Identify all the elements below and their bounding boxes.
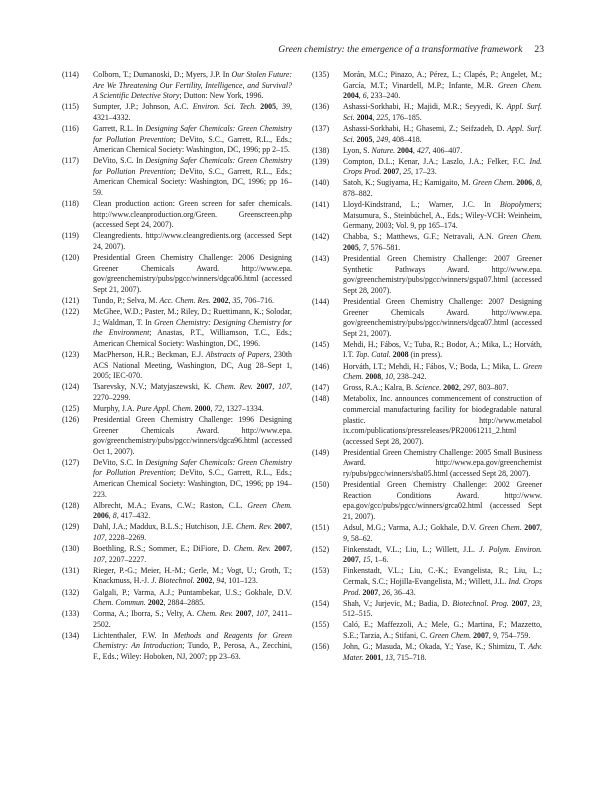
- reference-year: 2007: [511, 598, 528, 608]
- reference-entry: [312, 448, 542, 480]
- reference-entry: [312, 566, 542, 598]
- reference-italic-text: Appl. Surf. Sci.: [343, 102, 542, 122]
- reference-text: Corma, A.; Iborra, S.; Velty, A.: [93, 609, 197, 619]
- reference-italic-text: Green Chem.: [478, 522, 522, 532]
- reference-text: Dahl, J.A.; Maddux, B.L.S.; Hutchison, J.E.: [93, 522, 237, 532]
- reference-text: DeVito, S.C. In: [93, 156, 146, 166]
- reference-number: ( 118 ): [62, 199, 79, 210]
- reference-italic-text: Designing Safer Chemicals: Green Chemistry for Pollution Prevention: [93, 123, 292, 144]
- reference-entry: [62, 296, 292, 307]
- reference-year: 2007: [235, 609, 252, 619]
- reference-number: ( 140 ): [312, 178, 329, 189]
- reference-text: Morán, M.C.; Pinazo, A.; Pérez, L.; Clapés, P.; Angelet, M.; García, M.T.; Vinardell, M.P.; Infante, M.R.: [343, 70, 542, 90]
- reference-text: Rieger, P.-G.; Meier, H.-M.; Gerle, M.; Vogt, U.; Groth, T.; Knackmuss, H.-J.: [93, 565, 292, 586]
- reference-text: ,: [378, 587, 383, 597]
- reference-number: ( 148 ): [312, 394, 329, 405]
- reference-italic-text: Our Stolen Future: Are We Threatening Our Fertility, Intelligence, and Survival? A Scientific Detective Story: [93, 70, 292, 101]
- reference-number: ( 121 ): [62, 296, 79, 307]
- reference-number: ( 150 ): [312, 480, 329, 491]
- reference-number: ( 122 ): [62, 307, 79, 318]
- reference-text: Cleangredients. http://www.cleangredients.org (accessed Sept 24, 2007).: [93, 231, 292, 251]
- reference-number: ( 151 ): [312, 523, 329, 534]
- reference-text: Presidential Green Chemistry Challenge: 2005 Small Business Award. http://www.epa.gov/greenchemist ry/pubs/pgcc/winners/sba05.html (accessed Sept 28, 2007).: [343, 447, 542, 478]
- reference-italic-text: Ind. Crops Prod.: [343, 576, 543, 597]
- reference-italic-text: 6: [362, 91, 367, 101]
- reference-text: ; DeVito, S.C., Garrett, R.L., Eds.; American Chemical Society: Washington, DC, 1996; pp 194–223.: [93, 468, 292, 499]
- reference-italic-text: 94: [216, 576, 225, 586]
- reference-year: 2007: [274, 544, 291, 554]
- reference-entry: [62, 566, 292, 587]
- reference-year: 2002: [212, 295, 229, 305]
- reference-italic-text: 26: [382, 587, 391, 597]
- reference-text: DeVito, S.C. In: [93, 457, 146, 467]
- reference-entry: [62, 350, 292, 382]
- reference-text: , 878–882.: [343, 178, 543, 199]
- reference-entry: [62, 231, 292, 252]
- reference-italic-text: 107: [93, 533, 105, 543]
- reference-year: 2007: [256, 382, 273, 392]
- reference-column-left: [62, 70, 292, 663]
- reference-number: ( 137 ): [312, 124, 329, 135]
- reference-italic-text: 39: [282, 102, 290, 112]
- reference-year: 2004: [356, 112, 373, 122]
- reference-text: ,: [372, 112, 377, 122]
- reference-number: ( 126 ): [62, 415, 79, 426]
- reference-text: Finkenstadt, V.L.; Liu, C.-K.; Evangelista, R.; Liu, L.; Cermak, S.C.; Hojilla-Evangelista, M.; Willett, J.L.: [343, 566, 542, 586]
- reference-text: Presidential Green Chemistry Challenge: 2006 Designing Greener Chemicals Award. http://www.epa. gov/greenchemistry/pubs/pgcc/winners/dgca06.html (accessed Sept 21, 2007).: [93, 253, 292, 294]
- reference-text: ,: [290, 544, 292, 554]
- reference-italic-text: 10: [385, 372, 393, 382]
- reference-text: , 1327–1334.: [222, 403, 264, 413]
- reference-italic-text: 7: [362, 243, 367, 252]
- reference-number: ( 135 ): [312, 70, 329, 81]
- reference-text: Compton, D.L.; Kenar, J.A.; Laszlo, J.A.; Felker, F.C.: [343, 156, 530, 166]
- reference-text: ; Matsumura, S., Steinbüchel, A., Eds.; Wiley-VCH: Weinheim, Germany, 2003; Vol. 9, pp 165–174.: [343, 200, 542, 231]
- reference-italic-text: 8: [112, 511, 117, 521]
- reference-number: ( 125 ): [62, 404, 79, 415]
- reference-year: 2005: [356, 134, 373, 144]
- reference-text: ; DeVito, S.C., Garrett, R.L., Eds.; American Chemical Society: Washington, DC, 1996; pp 16–59.: [93, 166, 292, 198]
- running-title: Green chemistry: the emergence of a transformative framework: [278, 44, 523, 55]
- reference-entry: [312, 620, 542, 641]
- reference-number: ( 119 ): [62, 231, 79, 242]
- page-number: 23: [534, 44, 544, 55]
- reference-italic-text: 72: [214, 403, 223, 413]
- reference-number: ( 152 ): [312, 545, 329, 556]
- reference-text: ,: [210, 403, 215, 413]
- reference-text: Tsarevsky, N.V.; Matyjaszewski, K.: [93, 382, 216, 392]
- reference-entry: [312, 254, 542, 296]
- reference-text: , 406–407.: [428, 145, 463, 155]
- reference-year: 2007: [362, 587, 379, 597]
- reference-text: Satoh, K.; Sugiyama, H.; Kamigaito, M.: [343, 178, 473, 188]
- reference-entry: [312, 178, 542, 199]
- reference-entry: [62, 588, 292, 609]
- reference-number: ( 144 ): [312, 297, 329, 308]
- reference-italic-text: Green Chem.: [247, 500, 292, 510]
- reference-text: ; Tundo, P., Perosa, A., Zecchini, F., Eds.; Wiley: Hoboken, NJ, 2007; pp 23–63.: [93, 641, 292, 662]
- reference-text: Presidential Green Chemistry Challenge: 1996 Designing Greener Chemicals Award. http://www.epa. gov/greenchemistry/pubs/pgcc/winners/dgca96.html (accessed Oct 1, 2007).: [93, 415, 292, 456]
- reference-text: , 2270–2299.: [93, 382, 292, 402]
- reference-year: 2007: [473, 630, 489, 640]
- reference-number: ( 123 ): [62, 350, 79, 361]
- reference-entry: [62, 70, 292, 102]
- reference-text: Albrecht, M.A.; Evans, C.W.; Raston, C.L.: [93, 500, 248, 510]
- reference-italic-text: J. Polym. Environ.: [479, 544, 542, 554]
- reference-text: , 238–242.: [393, 372, 427, 382]
- reference-number: ( 134 ): [62, 631, 79, 642]
- reference-italic-text: 427: [416, 145, 429, 155]
- reference-text: , 2228–2269.: [104, 533, 147, 543]
- reference-number: ( 139 ): [312, 157, 329, 168]
- reference-italic-text: 8: [536, 178, 541, 188]
- reference-text: Boethling, R.S.; Sommer, E.; DiFiore, D.: [93, 544, 234, 554]
- reference-text: MacPherson, H.R.; Beckman, E.J.: [93, 349, 206, 359]
- reference-text: ; Anastas, P.T., Williamson, T.C., Eds.; American Chemical Society: Washington, DC, 1996.: [93, 328, 292, 348]
- reference-number: ( 143 ): [312, 254, 329, 265]
- reference-text: , 101–123.: [224, 576, 258, 586]
- reference-text: ,: [108, 511, 113, 521]
- reference-year: 2006: [516, 178, 533, 188]
- reference-italic-text: Biopolymers: [499, 200, 540, 210]
- reference-italic-text: Top. Catal.: [355, 350, 391, 360]
- reference-entry: [312, 124, 542, 145]
- reference-text: John, G.; Masuda, M.; Okada, Y.; Yase, K.; Shimizu, T.: [343, 641, 529, 651]
- reference-text: Lyon, S.: [343, 145, 372, 155]
- reference-text: , 2207–2227.: [104, 554, 147, 564]
- reference-text: , 417–432.: [116, 511, 151, 521]
- reference-italic-text: Chem. Rev.: [233, 544, 271, 554]
- reference-italic-text: J. Biotechnol.: [151, 576, 195, 586]
- reference-year: 2001: [365, 652, 382, 662]
- reference-entry: [62, 124, 292, 156]
- reference-entry: [312, 523, 542, 544]
- reference-number: ( 117 ): [62, 156, 79, 167]
- reference-italic-text: Green Chemistry: Designing Chemistry for the Environment: [93, 317, 292, 338]
- reference-number: ( 130 ): [62, 544, 79, 555]
- reference-text: , 576–581.: [366, 243, 401, 252]
- reference-italic-text: Adv. Mater.: [343, 641, 542, 662]
- reference-year: 2005: [260, 102, 277, 112]
- reference-number: ( 132 ): [62, 588, 79, 599]
- reference-entry: [312, 157, 542, 178]
- reference-italic-text: 15: [362, 555, 371, 565]
- reference-year: 2007: [524, 522, 541, 532]
- reference-text: Adsul, M.G.; Varma, A.J.; Gokhale, D.V.: [343, 522, 479, 532]
- reference-year: 2002: [196, 576, 213, 586]
- reference-year: 2002: [443, 383, 459, 393]
- reference-number: ( 142 ): [312, 232, 329, 243]
- reference-italic-text: 13: [385, 652, 393, 662]
- reference-number: ( 138 ): [312, 146, 329, 157]
- reference-text: Tundo, P.; Selva, M.: [93, 295, 160, 305]
- reference-text: Horváth, I.T.; Mehdi, H.; Fábos, V.; Boda, L.; Mika, L.: [343, 361, 523, 371]
- reference-number: ( 129 ): [62, 522, 79, 533]
- reference-text: Lichtenthaler, F.W. In: [93, 630, 174, 640]
- reference-number: ( 145 ): [312, 340, 329, 351]
- reference-text: ,: [251, 609, 257, 619]
- reference-text: Ashassi-Sorkhabi, H.; Ghasemi, Z.; Seifzadeh, D.: [343, 123, 508, 133]
- reference-number: ( 141 ): [312, 200, 329, 211]
- reference-year: 2002: [147, 598, 164, 608]
- reference-italic-text: Pure Appl. Chem.: [136, 403, 193, 413]
- reference-number: ( 133 ): [62, 609, 79, 620]
- reference-number: ( 156 ): [312, 642, 329, 653]
- reference-number: ( 127 ): [62, 458, 79, 469]
- reference-text: ,: [412, 145, 417, 155]
- reference-italic-text: Designing Safer Chemicals: Green Chemistry for Pollution Prevention: [93, 457, 292, 478]
- reference-text: Finkenstadt, V.L.; Liu, L.; Willett, J.L.: [343, 544, 480, 554]
- reference-text: ,: [540, 522, 543, 532]
- reference-text: ,: [381, 372, 386, 382]
- reference-entry: [312, 599, 542, 620]
- reference-text: Shah, V.; Jurjevic, M.; Badia, D.: [343, 598, 453, 608]
- reference-entry: [62, 382, 292, 403]
- reference-text: Garrett, R.L. In: [93, 123, 146, 133]
- reference-text: ,: [532, 178, 537, 188]
- reference-italic-text: Chem. Commun.: [93, 598, 146, 608]
- reference-text: , 754–759.: [496, 630, 531, 640]
- reference-entry: [312, 480, 542, 522]
- reference-italic-text: Chem. Rev.: [215, 382, 253, 392]
- reference-number: ( 115 ): [62, 102, 79, 113]
- reference-year: 2007: [343, 555, 359, 565]
- reference-text: ,: [458, 383, 463, 393]
- reference-year: 2004: [397, 145, 413, 155]
- reference-text: Mehdi, H.; Fábos, V.; Tuba, R.; Bodor, A.; Mika, L.; Horváth, I.T.: [343, 339, 542, 360]
- reference-year: 2008: [392, 350, 409, 360]
- reference-italic-text: Green Chem.: [429, 630, 472, 640]
- reference-entry: [312, 545, 542, 566]
- reference-year: 2008: [365, 372, 382, 382]
- reference-text: ,: [358, 91, 363, 101]
- reference-entry: [62, 458, 292, 500]
- reference-italic-text: Nature.: [371, 145, 396, 155]
- reference-column-right: [312, 70, 542, 664]
- reference-text: Colborn, T.; Dumanoski, D.; Myers, J.P. In: [93, 70, 232, 79]
- reference-italic-text: 249: [376, 134, 389, 144]
- reference-text: , 803–807.: [474, 383, 509, 393]
- reference-italic-text: Designing Safer Chemicals: Green Chemistry for Pollution Prevention: [93, 156, 292, 176]
- reference-entry: [312, 642, 542, 663]
- reference-text: Lloyd-Kindstrand, L.; Warner, J.C. In: [343, 200, 500, 210]
- reference-text: , 230th ACS National Meeting, Washington, DC, Aug 28–Sept 1, 2005; IEC-070.: [93, 349, 292, 381]
- reference-text: , 2884–2885.: [163, 598, 206, 608]
- reference-number: ( 146 ): [312, 362, 329, 373]
- reference-text: , 706–716.: [240, 295, 275, 305]
- reference-text: ,: [272, 382, 279, 392]
- reference-italic-text: 35: [232, 295, 241, 305]
- reference-year: 2006: [93, 511, 109, 521]
- reference-entry: [312, 146, 542, 157]
- reference-entry: [312, 362, 542, 383]
- reference-entry: [62, 631, 292, 663]
- reference-text: Sumpter, J.P.; Johnson, A.C.: [93, 102, 193, 112]
- reference-italic-text: Green Chem.: [497, 232, 542, 242]
- reference-text: Clean production action: Green screen for safer chemicals. http://www.cleanproduction.org/Green. Greenscreen.php (accessed Sept 24, 2007).: [93, 199, 292, 230]
- reference-italic-text: Appl. Surf. Sci.: [343, 123, 542, 144]
- reference-entry: [312, 232, 542, 253]
- reference-number: ( 153 ): [312, 566, 329, 577]
- reference-italic-text: 9: [343, 533, 347, 543]
- reference-number: ( 154 ): [312, 599, 329, 610]
- reference-number: ( 124 ): [62, 382, 79, 393]
- reference-year: 2005: [343, 243, 359, 252]
- reference-entry: [312, 200, 542, 232]
- reference-italic-text: Green Chem.: [472, 178, 515, 188]
- reference-text: , 233–240.: [366, 91, 401, 101]
- reference-number: ( 147 ): [312, 383, 329, 394]
- reference-text: Presidential Green Chemistry Challenge: 2007 Greener Synthetic Pathways Award. http://www.epa. gov/greenchemistry/pubs/pgcc/winners/gspa07.html (accessed Sept 28, 2007).: [343, 254, 542, 295]
- reference-text: , 512–515.: [343, 598, 542, 619]
- reference-entry: [312, 340, 542, 361]
- reference-text: Gross, R.A.; Kalra, B.: [343, 383, 416, 393]
- reference-entry: [62, 522, 292, 543]
- reference-year: 2007: [274, 522, 291, 532]
- reference-number: ( 114 ): [62, 70, 79, 81]
- reference-entry: [312, 383, 542, 394]
- reference-entry: [62, 544, 292, 565]
- reference-italic-text: Green Chem.: [343, 361, 542, 382]
- reference-italic-text: Ind. Crops Prod.: [343, 156, 542, 177]
- reference-text: , 1–6.: [370, 555, 389, 565]
- reference-entry: [62, 415, 292, 457]
- reference-text: Presidential Green Chemistry Challenge: 2007 Designing Greener Chemicals Award. http://www.epa. gov/greenchemistry/pubs/pgcc/winners/dgca07.html (accessed Sept 21, 2007).: [343, 296, 542, 338]
- reference-italic-text: Environ. Sci. Tech.: [192, 102, 257, 112]
- reference-entry: [62, 156, 292, 198]
- reference-entry: [62, 102, 292, 123]
- reference-text: , 408–418.: [388, 134, 422, 144]
- reference-entry: [62, 253, 292, 295]
- reference-text: , 36–43.: [390, 587, 416, 597]
- reference-text: Caló, E.; Maffezzoli, A.; Mele, G.; Martina, F.; Mazzetto, S.E.; Tarzia, A.; Stifani, C.: [343, 620, 542, 640]
- reference-italic-text: 297: [462, 383, 475, 393]
- reference-text: ,: [228, 295, 233, 305]
- reference-text: (in press).: [408, 350, 443, 360]
- reference-entry: [62, 199, 292, 231]
- reference-italic-text: 25: [403, 167, 412, 177]
- reference-year: 2004: [343, 91, 359, 101]
- reference-text: Murphy, J.A.: [93, 403, 137, 413]
- reference-italic-text: Chem. Rev.: [196, 609, 234, 619]
- reference-text: , 17–23.: [411, 167, 437, 177]
- reference-text: ,: [358, 555, 363, 565]
- reference-text: , 4321–4332.: [93, 102, 292, 122]
- reference-text: Chabba, S.; Matthews, G.F.; Netravali, A.N.: [343, 232, 498, 242]
- reference-number: ( 120 ): [62, 253, 79, 264]
- reference-text: , 58–62.: [346, 533, 373, 543]
- reference-entry: [62, 404, 292, 415]
- reference-text: ; DeVito, S.C., Garrett, R.L., Eds.; American Chemical Society: Washington, DC, 1996; pp 2–15.: [93, 134, 292, 155]
- reference-italic-text: Abstracts of Papers: [205, 349, 270, 359]
- reference-italic-text: 107: [256, 609, 268, 619]
- reference-text: Galgali, P.; Varma, A.J.; Puntambekar, U.S.; Gokhale, D.V.: [93, 587, 292, 597]
- reference-entry: [312, 297, 542, 339]
- reference-italic-text: Biotechnol. Prog.: [452, 598, 509, 608]
- reference-text: ,: [290, 522, 292, 532]
- reference-text: ,: [381, 652, 386, 662]
- running-header: [60, 44, 544, 55]
- reference-text: Ashassi-Sorkhabi, H.; Majidi, M.R.; Seyyedi, K.: [343, 102, 507, 112]
- reference-italic-text: 107: [93, 554, 105, 564]
- reference-number: ( 155 ): [312, 620, 329, 631]
- reference-italic-text: 107: [278, 382, 290, 392]
- reference-text: ,: [399, 167, 404, 177]
- reference-entry: [62, 609, 292, 630]
- reference-year: 2000: [194, 403, 211, 413]
- reference-italic-text: 23: [532, 598, 540, 608]
- reference-italic-text: Science.: [415, 383, 442, 393]
- reference-text: ,: [372, 134, 377, 144]
- reference-entry: [62, 307, 292, 349]
- reference-number: ( 128 ): [62, 501, 79, 512]
- reference-entry: [312, 394, 542, 447]
- reference-number: ( 149 ): [312, 448, 329, 459]
- reference-italic-text: 9: [492, 630, 497, 640]
- reference-text: ,: [212, 576, 217, 586]
- reference-text: Presidential Green Chemistry Challenge: 2002 Greener Reaction Conditions Award. http://www. epa.gov/gcc/pubs/pgcc/winners/grca02.html (accessed Sept 21, 2007).: [343, 480, 542, 521]
- reference-text: ,: [276, 102, 283, 112]
- reference-entry: [312, 102, 542, 123]
- reference-year: 2007: [383, 167, 400, 177]
- reference-number: ( 131 ): [62, 566, 79, 577]
- reference-italic-text: Green Chem.: [497, 80, 542, 90]
- reference-text: McGhee, W.D.; Paster, M.; Riley, D.; Ruettimann, K.; Solodar, J.; Waldman, T. In: [93, 307, 292, 327]
- reference-text: , 2411–2502.: [93, 609, 292, 629]
- reference-text: ,: [527, 598, 533, 608]
- reference-text: , 176–185.: [388, 112, 422, 122]
- reference-italic-text: Acc. Chem. Res.: [159, 295, 211, 305]
- reference-text: ; Dutton: New York, 1996.: [179, 91, 264, 101]
- reference-entry: [62, 501, 292, 522]
- reference-number: ( 116 ): [62, 124, 79, 135]
- reference-italic-text: Methods and Reagents for Green Chemistry: An Introduction: [93, 630, 292, 651]
- reference-text: ,: [358, 243, 363, 252]
- reference-text: ,: [488, 630, 493, 640]
- reference-entry: [312, 70, 542, 102]
- reference-number: ( 136 ): [312, 102, 329, 113]
- reference-italic-text: 225: [376, 112, 389, 122]
- reference-italic-text: Chem. Rev.: [236, 522, 272, 532]
- reference-text: Metabolix, Inc. announces commencement of construction of commercial manufacturing facility for biodegradable natural plastic. http://www.metabol ix.com/publications/pressreleases/PR20061211_2.html (accessed Sept 28, 2007).: [343, 394, 542, 446]
- reference-text: , 715–718.: [393, 652, 427, 662]
